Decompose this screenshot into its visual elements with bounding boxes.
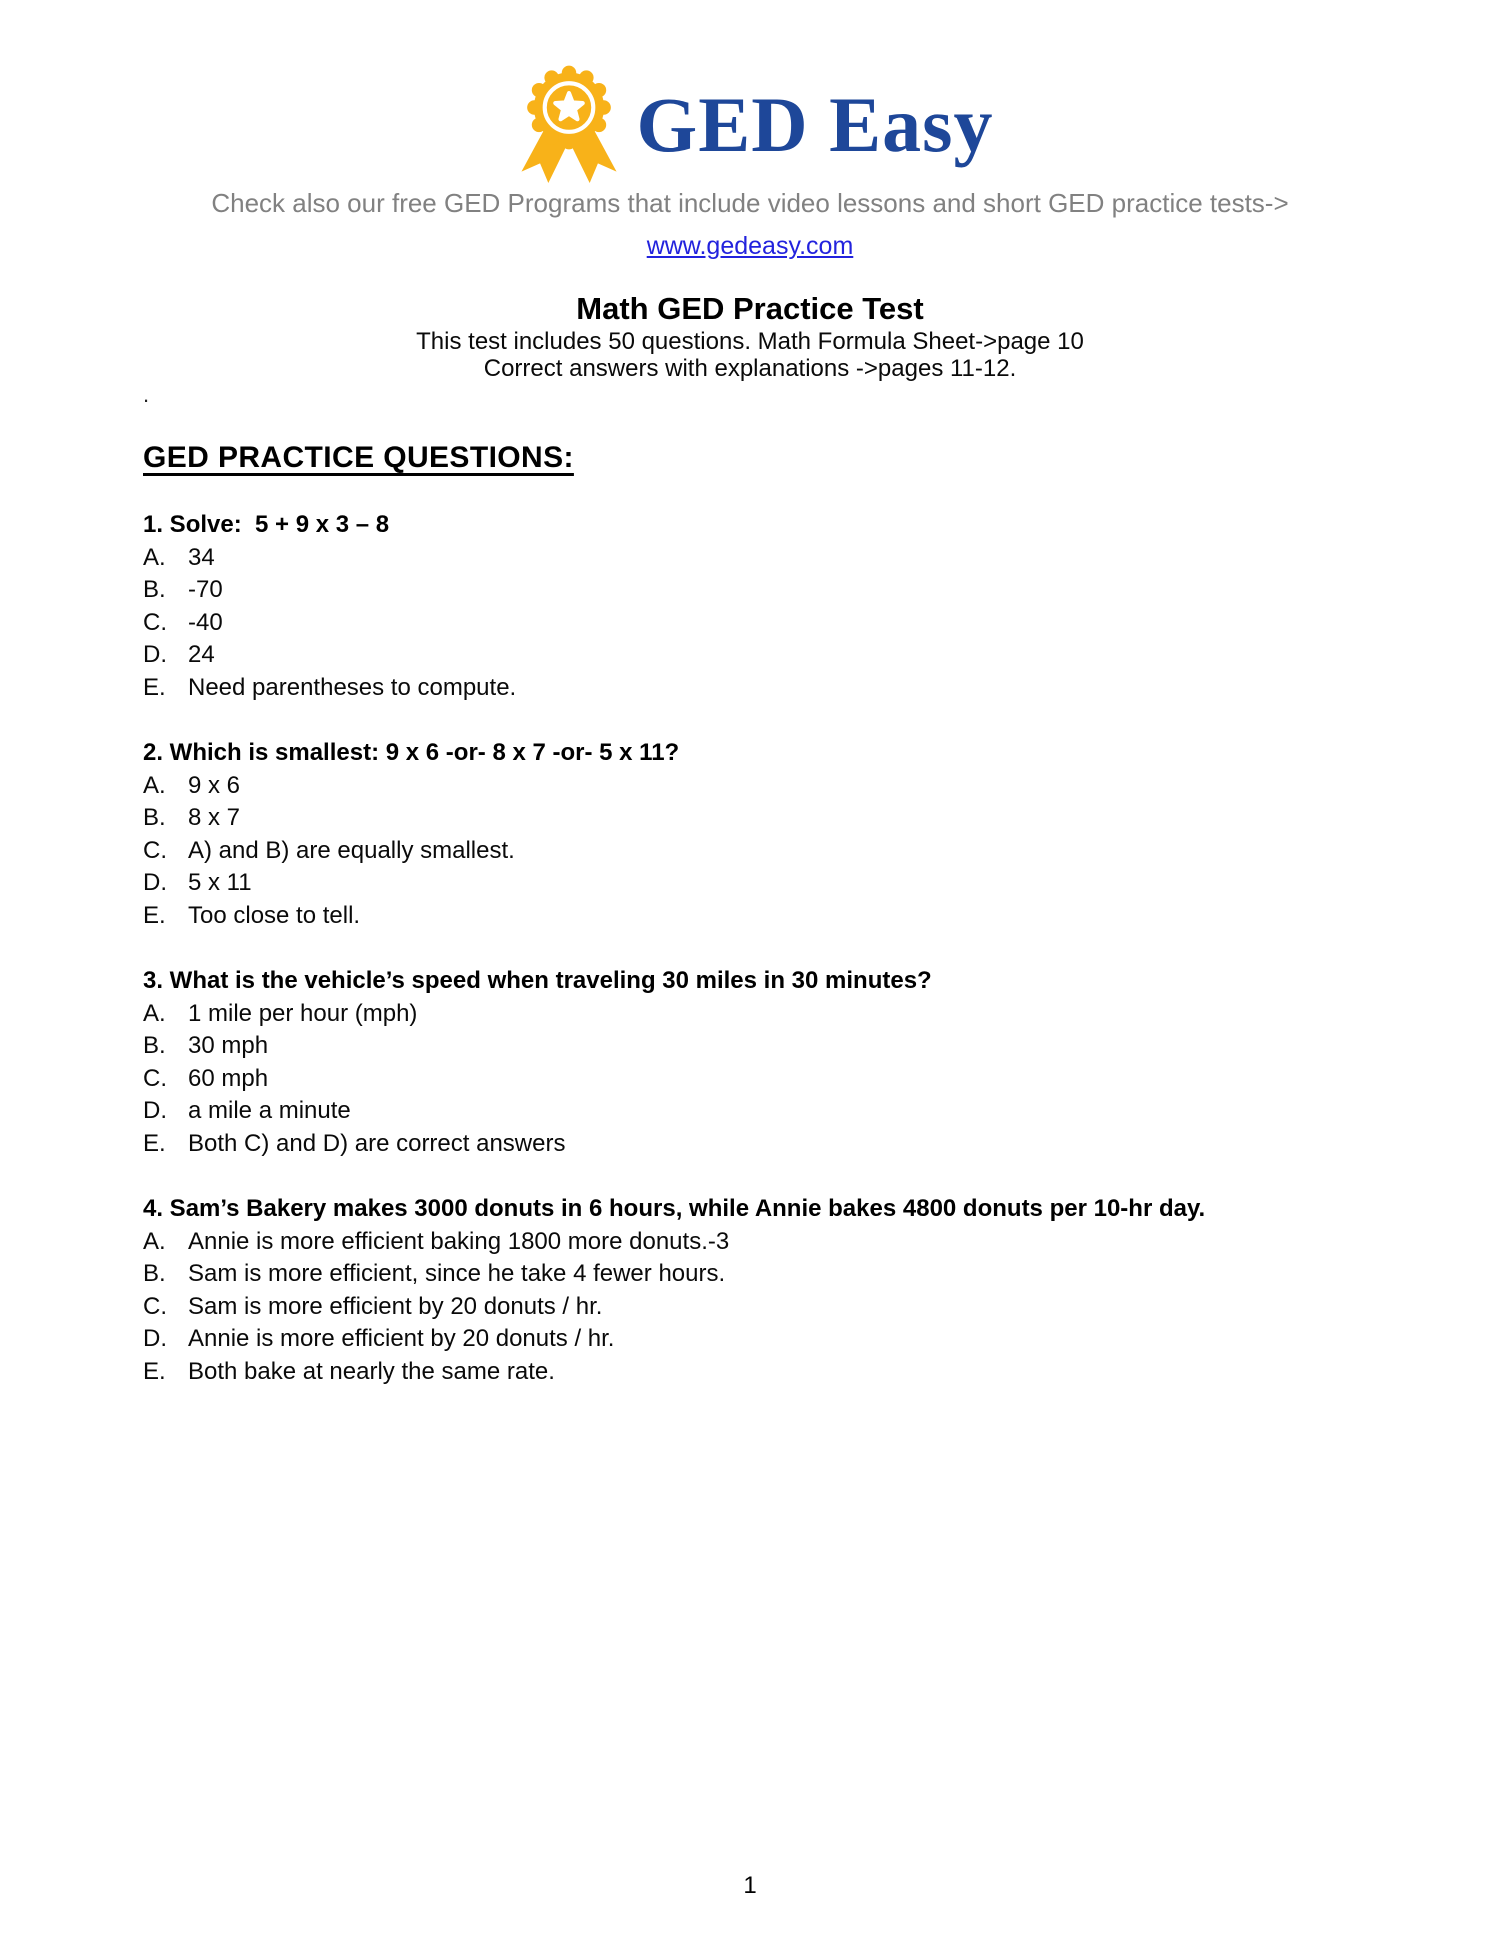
option-letter: D. [143, 1097, 167, 1124]
option-letter: E. [143, 901, 166, 929]
option-row [143, 1258, 1440, 1291]
question-block [143, 737, 1440, 932]
option-letter: A. [143, 543, 166, 571]
option-letter: E. [143, 1129, 166, 1157]
option-letter: A. [143, 1227, 166, 1255]
option-row [143, 835, 1440, 868]
option-text: 34 [188, 543, 215, 571]
option-text: Both C) and D) are correct answers [188, 1129, 566, 1157]
option-row [143, 1291, 1440, 1324]
option-letter: C. [143, 608, 167, 636]
option-list [143, 998, 1440, 1161]
option-text: Sam is more efficient by 20 donuts / hr. [188, 1292, 603, 1320]
option-text: 9 x 6 [188, 771, 241, 799]
option-letter: C. [143, 1292, 167, 1320]
option-text: 24 [188, 641, 215, 668]
option-letter: C. [143, 836, 167, 864]
medal-badge-icon [507, 60, 631, 184]
question-block [143, 1193, 1440, 1388]
option-letter: B. [143, 1032, 166, 1059]
option-letter: A. [143, 771, 166, 799]
option-row [143, 1323, 1440, 1356]
subtitle-line-1: This test includes 50 questions. Math Formula Sheet->page 10 [416, 328, 1084, 355]
option-text: 60 mph [188, 1064, 269, 1092]
logo [0, 0, 1500, 184]
option-row [143, 1226, 1440, 1259]
option-row [143, 574, 1440, 607]
section-heading: GED PRACTICE QUESTIONS: [143, 441, 574, 474]
link-line [0, 232, 1500, 260]
option-letter: D. [143, 869, 167, 896]
page-number: 1 [743, 1872, 757, 1899]
option-text: 1 mile per hour (mph) [188, 999, 418, 1027]
option-text: -70 [188, 576, 223, 603]
logo-text: GED Easy [636, 81, 994, 168]
option-letter: C. [143, 1064, 167, 1092]
question-title: 1. Solve: 5 + 9 x 3 – 8 [143, 511, 390, 538]
option-letter: E. [143, 673, 166, 701]
option-row [143, 1095, 1440, 1128]
option-text: Annie is more efficient by 20 donuts / hr. [188, 1325, 615, 1352]
question-block [143, 509, 1440, 704]
question-block [143, 965, 1440, 1160]
option-letter: E. [143, 1357, 166, 1385]
option-row [143, 867, 1440, 900]
subtitle-line-2: Correct answers with explanations ->pages 11-12. [483, 355, 1017, 382]
option-text: Need parentheses to compute. [188, 673, 517, 701]
stray-period: . [143, 382, 150, 407]
option-list [143, 770, 1440, 933]
option-text: 5 x 11 [188, 869, 252, 896]
option-text: 8 x 7 [188, 804, 241, 831]
option-row [143, 542, 1440, 575]
option-letter: B. [143, 576, 166, 603]
option-text: a mile a minute [188, 1097, 351, 1124]
option-text: -40 [188, 608, 223, 636]
website-link[interactable]: www.gedeasy.com [646, 232, 854, 260]
option-letter: B. [143, 1260, 166, 1287]
option-text: Both bake at nearly the same rate. [188, 1357, 555, 1385]
option-list [143, 1226, 1440, 1389]
option-letter: D. [143, 1325, 167, 1352]
option-row [143, 607, 1440, 640]
option-row [143, 672, 1440, 705]
option-text: Annie is more efficient baking 1800 more donuts.-3 [188, 1227, 730, 1255]
option-row [143, 900, 1440, 933]
option-row [143, 1063, 1440, 1096]
option-row [143, 1356, 1440, 1389]
option-letter: D. [143, 641, 167, 668]
option-row [143, 639, 1440, 672]
option-row [143, 1128, 1440, 1161]
option-letter: B. [143, 804, 166, 831]
option-row [143, 802, 1440, 835]
option-row [143, 998, 1440, 1031]
option-text: 30 mph [188, 1032, 269, 1059]
option-letter: A. [143, 999, 166, 1027]
questions-list [143, 509, 1440, 1388]
question-title: 3. What is the vehicle’s speed when traveling 30 miles in 30 minutes? [143, 967, 932, 994]
question-title: 4. Sam’s Bakery makes 3000 donuts in 6 hours, while Annie bakes 4800 donuts per 10-hr day. [143, 1195, 1206, 1222]
page-title: Math GED Practice Test [576, 291, 924, 326]
option-text: Sam is more efficient, since he take 4 fewer hours. [188, 1260, 726, 1287]
option-row [143, 770, 1440, 803]
option-list [143, 542, 1440, 705]
option-text: A) and B) are equally smallest. [188, 836, 515, 864]
promo-line: Check also our free GED Programs that include video lessons and short GED practice tests-> [211, 188, 1289, 218]
option-text: Too close to tell. [188, 901, 361, 929]
question-title: 2. Which is smallest: 9 x 6 -or- 8 x 7 -or- 5 x 11? [143, 739, 680, 766]
option-row [143, 1030, 1440, 1063]
